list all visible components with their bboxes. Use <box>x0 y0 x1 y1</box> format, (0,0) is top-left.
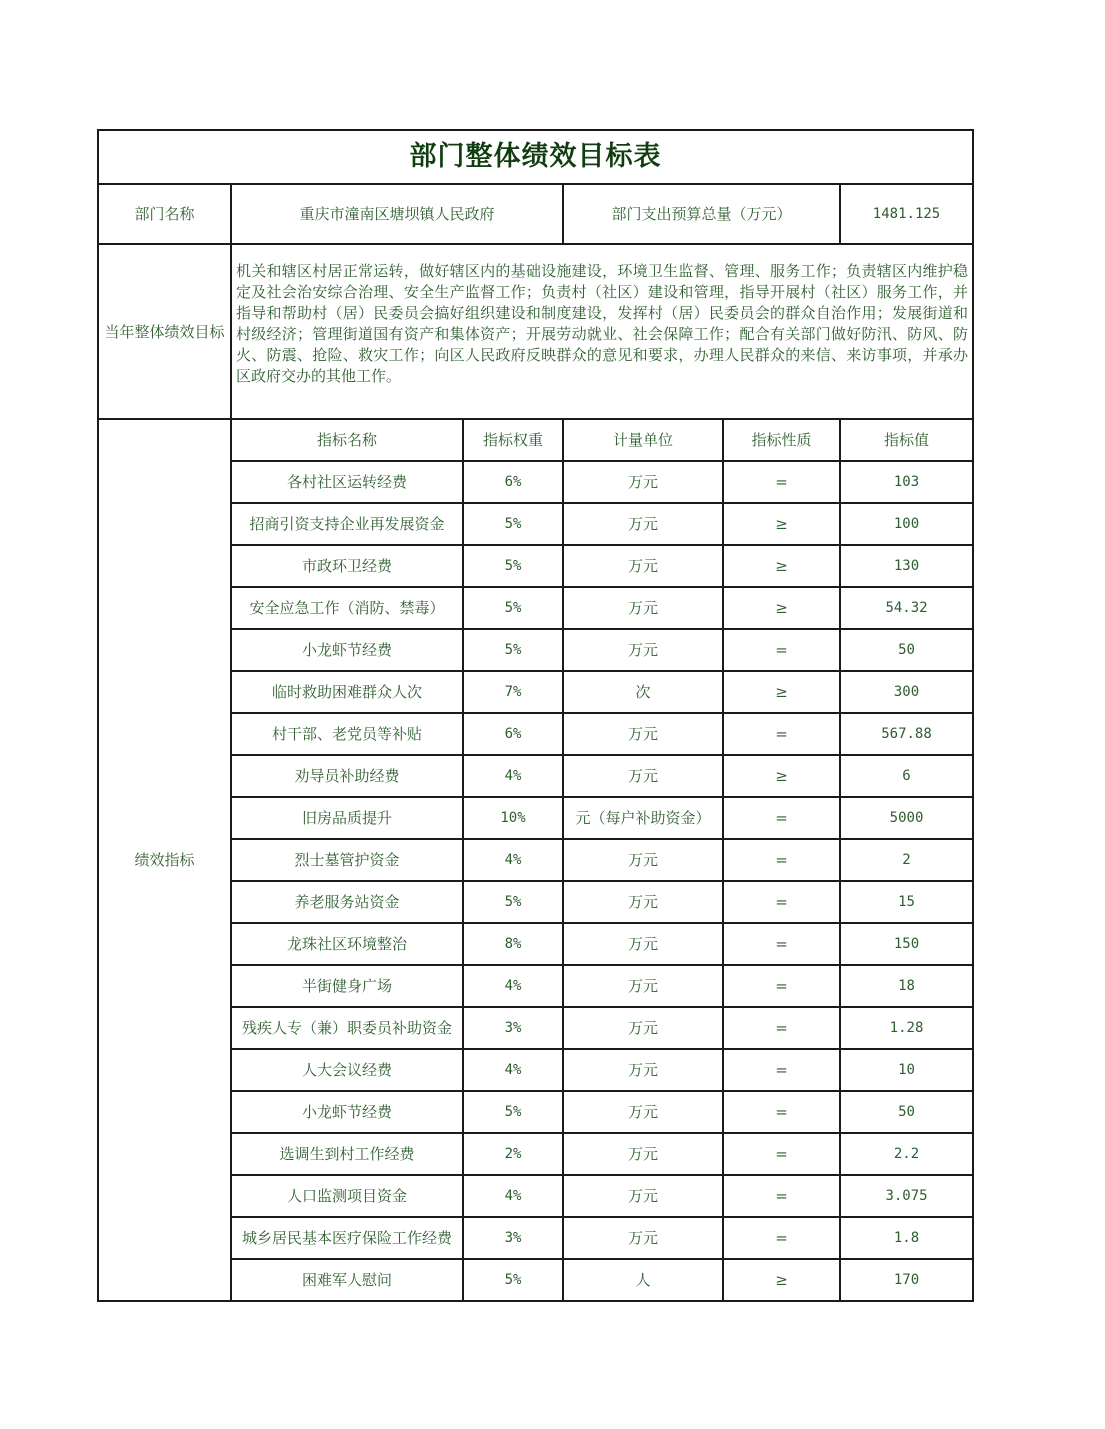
indicator-value: 15 <box>840 881 973 923</box>
indicator-value: 50 <box>840 629 973 671</box>
indicator-weight: 10% <box>463 797 563 839</box>
indicator-weight: 5% <box>463 587 563 629</box>
indicator-value: 2.2 <box>840 1133 973 1175</box>
header-indicator-name: 指标名称 <box>231 419 463 461</box>
indicator-unit: 万元 <box>563 545 723 587</box>
header-unit: 计量单位 <box>563 419 723 461</box>
indicator-value: 567.88 <box>840 713 973 755</box>
indicator-nature: ≥ <box>723 587 840 629</box>
indicator-value: 170 <box>840 1259 973 1301</box>
indicator-weight: 3% <box>463 1217 563 1259</box>
indicator-unit: 人 <box>563 1259 723 1301</box>
indicator-name: 人大会议经费 <box>231 1049 463 1091</box>
indicator-nature: = <box>723 923 840 965</box>
indicator-weight: 6% <box>463 461 563 503</box>
performance-target-table <box>97 129 974 1302</box>
indicator-value: 54.32 <box>840 587 973 629</box>
indicator-name: 小龙虾节经费 <box>231 629 463 671</box>
indicator-nature: = <box>723 797 840 839</box>
indicator-value: 150 <box>840 923 973 965</box>
header-weight: 指标权重 <box>463 419 563 461</box>
indicator-name: 村干部、老党员等补贴 <box>231 713 463 755</box>
indicator-weight: 4% <box>463 755 563 797</box>
indicator-weight: 2% <box>463 1133 563 1175</box>
indicator-unit: 元（每户补助资金） <box>563 797 723 839</box>
indicator-weight: 5% <box>463 1259 563 1301</box>
dept-name-value: 重庆市潼南区塘坝镇人民政府 <box>231 184 563 244</box>
indicator-nature: = <box>723 1217 840 1259</box>
indicator-name: 残疾人专（兼）职委员补助资金 <box>231 1007 463 1049</box>
indicator-unit: 万元 <box>563 755 723 797</box>
goal-label: 当年整体绩效目标 <box>98 244 231 419</box>
indicator-weight: 4% <box>463 965 563 1007</box>
indicator-value: 50 <box>840 1091 973 1133</box>
indicator-weight: 4% <box>463 839 563 881</box>
indicator-name: 半街健身广场 <box>231 965 463 1007</box>
indicator-weight: 5% <box>463 629 563 671</box>
indicator-nature: = <box>723 629 840 671</box>
indicator-name: 选调生到村工作经费 <box>231 1133 463 1175</box>
indicator-weight: 4% <box>463 1175 563 1217</box>
budget-value: 1481.125 <box>840 184 973 244</box>
indicator-nature: ≥ <box>723 503 840 545</box>
indicator-unit: 万元 <box>563 587 723 629</box>
indicator-nature: = <box>723 965 840 1007</box>
indicator-weight: 5% <box>463 545 563 587</box>
indicator-name: 旧房品质提升 <box>231 797 463 839</box>
indicator-nature: ≥ <box>723 545 840 587</box>
indicator-unit: 万元 <box>563 629 723 671</box>
indicator-weight: 5% <box>463 881 563 923</box>
indicator-weight: 3% <box>463 1007 563 1049</box>
indicator-name: 劝导员补助经费 <box>231 755 463 797</box>
indicator-name: 招商引资支持企业再发展资金 <box>231 503 463 545</box>
indicator-nature: = <box>723 1091 840 1133</box>
indicator-nature: = <box>723 1049 840 1091</box>
indicator-unit: 万元 <box>563 461 723 503</box>
indicator-nature: = <box>723 839 840 881</box>
indicator-section-label: 绩效指标 <box>98 419 231 1301</box>
indicator-name: 小龙虾节经费 <box>231 1091 463 1133</box>
indicator-value: 130 <box>840 545 973 587</box>
indicator-name: 困难军人慰问 <box>231 1259 463 1301</box>
indicator-weight: 5% <box>463 1091 563 1133</box>
indicator-name: 临时救助困难群众人次 <box>231 671 463 713</box>
indicator-name: 市政环卫经费 <box>231 545 463 587</box>
indicator-value: 2 <box>840 839 973 881</box>
indicator-unit: 万元 <box>563 1217 723 1259</box>
indicator-nature: ≥ <box>723 671 840 713</box>
indicator-nature: = <box>723 461 840 503</box>
indicator-value: 6 <box>840 755 973 797</box>
indicator-value: 3.075 <box>840 1175 973 1217</box>
indicator-value: 5000 <box>840 797 973 839</box>
indicator-name: 各村社区运转经费 <box>231 461 463 503</box>
indicator-name: 安全应急工作（消防、禁毒） <box>231 587 463 629</box>
indicator-value: 1.28 <box>840 1007 973 1049</box>
indicator-weight: 8% <box>463 923 563 965</box>
indicator-name: 城乡居民基本医疗保险工作经费 <box>231 1217 463 1259</box>
indicator-value: 100 <box>840 503 973 545</box>
indicator-name: 养老服务站资金 <box>231 881 463 923</box>
indicator-unit: 万元 <box>563 503 723 545</box>
indicator-unit: 万元 <box>563 839 723 881</box>
indicator-value: 18 <box>840 965 973 1007</box>
indicator-nature: = <box>723 1133 840 1175</box>
indicator-name: 烈士墓管护资金 <box>231 839 463 881</box>
indicator-value: 1.8 <box>840 1217 973 1259</box>
indicator-weight: 6% <box>463 713 563 755</box>
indicator-unit: 万元 <box>563 1133 723 1175</box>
indicator-nature: = <box>723 713 840 755</box>
indicator-name: 人口监测项目资金 <box>231 1175 463 1217</box>
indicator-name: 龙珠社区环境整治 <box>231 923 463 965</box>
goal-text: 机关和辖区村居正常运转，做好辖区内的基础设施建设，环境卫生监督、管理、服务工作；负责辖区内维护稳定及社会治安综合治理、安全生产监督工作；负责村（社区）建设和管理，指导开展村（社区）服务工作，并指导和帮助村（居）民委员会搞好组织建设和制度建设，发挥村（居）民委员会的群众自治作用；发展街道和村级经济；管理街道国有资产和集体资产；开展劳动就业、社会保障工作；配合有关部门做好防汛、防风、防火、防震、抢险、救灾工作；向区人民政府反映群众的意见和要求，办理人民群众的来信、来访事项，并承办区政府交办的其他工作。 <box>231 244 973 419</box>
indicator-unit: 万元 <box>563 923 723 965</box>
indicator-unit: 万元 <box>563 1049 723 1091</box>
indicator-nature: ≥ <box>723 1259 840 1301</box>
indicator-unit: 万元 <box>563 1091 723 1133</box>
indicator-nature: = <box>723 881 840 923</box>
indicator-unit: 万元 <box>563 713 723 755</box>
indicator-value: 10 <box>840 1049 973 1091</box>
header-nature: 指标性质 <box>723 419 840 461</box>
indicator-unit: 万元 <box>563 1007 723 1049</box>
indicator-nature: = <box>723 1175 840 1217</box>
budget-label: 部门支出预算总量（万元） <box>563 184 840 244</box>
indicator-unit: 万元 <box>563 1175 723 1217</box>
indicator-value: 103 <box>840 461 973 503</box>
indicator-unit: 万元 <box>563 881 723 923</box>
indicator-weight: 7% <box>463 671 563 713</box>
header-value: 指标值 <box>840 419 973 461</box>
indicator-unit: 万元 <box>563 965 723 1007</box>
indicator-value: 300 <box>840 671 973 713</box>
indicator-weight: 4% <box>463 1049 563 1091</box>
indicator-nature: ≥ <box>723 755 840 797</box>
dept-name-label: 部门名称 <box>98 184 231 244</box>
indicator-weight: 5% <box>463 503 563 545</box>
indicator-unit: 次 <box>563 671 723 713</box>
indicator-nature: = <box>723 1007 840 1049</box>
table-title: 部门整体绩效目标表 <box>98 130 973 184</box>
